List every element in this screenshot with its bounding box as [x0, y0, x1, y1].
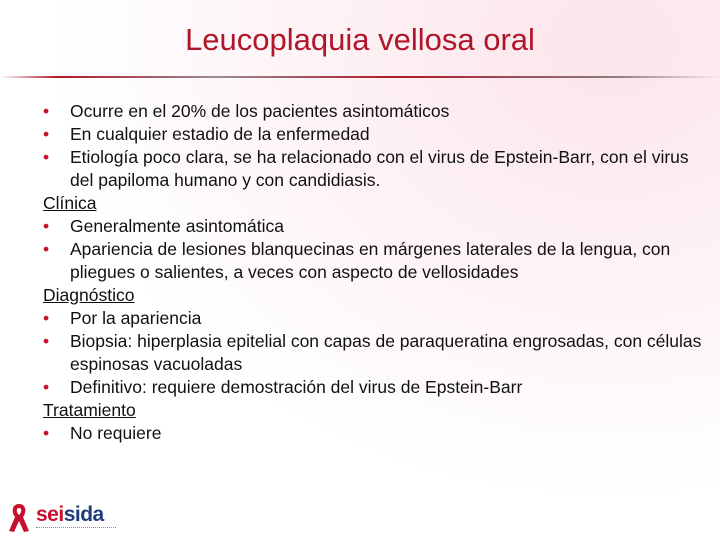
bullet-item	[43, 238, 703, 284]
logo-wordmark	[36, 504, 104, 526]
bullet-text: Apariencia de lesiones blanquecinas en márgenes laterales de la lengua, con pliegues o salientes, a veces con aspecto de vellosidades	[70, 239, 671, 282]
bullet-item	[43, 330, 703, 376]
slide-title: Leucoplaquia vellosa oral	[185, 22, 535, 57]
bullet-text: En cualquier estadio de la enfermedad	[70, 124, 370, 144]
bullet-item	[43, 100, 703, 123]
bullet-text: Ocurre en el 20% de los pacientes asintomáticos	[70, 101, 450, 121]
bullet-icon: •	[43, 239, 50, 259]
bullet-text: Generalmente asintomática	[70, 216, 284, 236]
bullet-icon: •	[43, 308, 50, 328]
bullet-item	[43, 123, 703, 146]
slide-body	[43, 100, 703, 445]
title-divider	[0, 76, 720, 78]
bullet-icon: •	[43, 423, 50, 443]
bullet-text: Por la apariencia	[70, 308, 202, 328]
logo-text-sida: sida	[63, 503, 104, 526]
red-ribbon-icon	[6, 502, 32, 534]
bullet-icon: •	[43, 331, 50, 351]
bullet-icon: •	[43, 101, 50, 121]
bullet-item	[43, 146, 703, 192]
bullet-text: Biopsia: hiperplasia epitelial con capas de paraqueratina engrosadas, con células espinosas vacuoladas	[70, 331, 702, 374]
bullet-text: Etiología poco clara, se ha relacionado con el virus de Epstein-Barr, con el virus del papiloma humano y con candidiasis.	[70, 147, 689, 190]
bullet-icon: •	[43, 216, 50, 236]
section-heading-tratamiento: Tratamiento	[43, 400, 136, 420]
logo-tagline-line	[36, 527, 116, 530]
bullet-item	[43, 307, 703, 330]
section-heading-clinica: Clínica	[43, 193, 97, 213]
bullet-icon: •	[43, 377, 50, 397]
section-heading-diagnostico: Diagnóstico	[43, 285, 135, 305]
bullet-item	[43, 215, 703, 238]
bullet-text: Definitivo: requiere demostración del virus de Epstein-Barr	[70, 377, 523, 397]
bullet-icon: •	[43, 147, 50, 167]
bullet-item	[43, 376, 703, 399]
bullet-text: No requiere	[70, 423, 162, 443]
bullet-item	[43, 422, 703, 445]
seisida-logo	[6, 500, 116, 536]
bullet-icon: •	[43, 124, 50, 144]
logo-text-sei: sei	[36, 503, 64, 526]
